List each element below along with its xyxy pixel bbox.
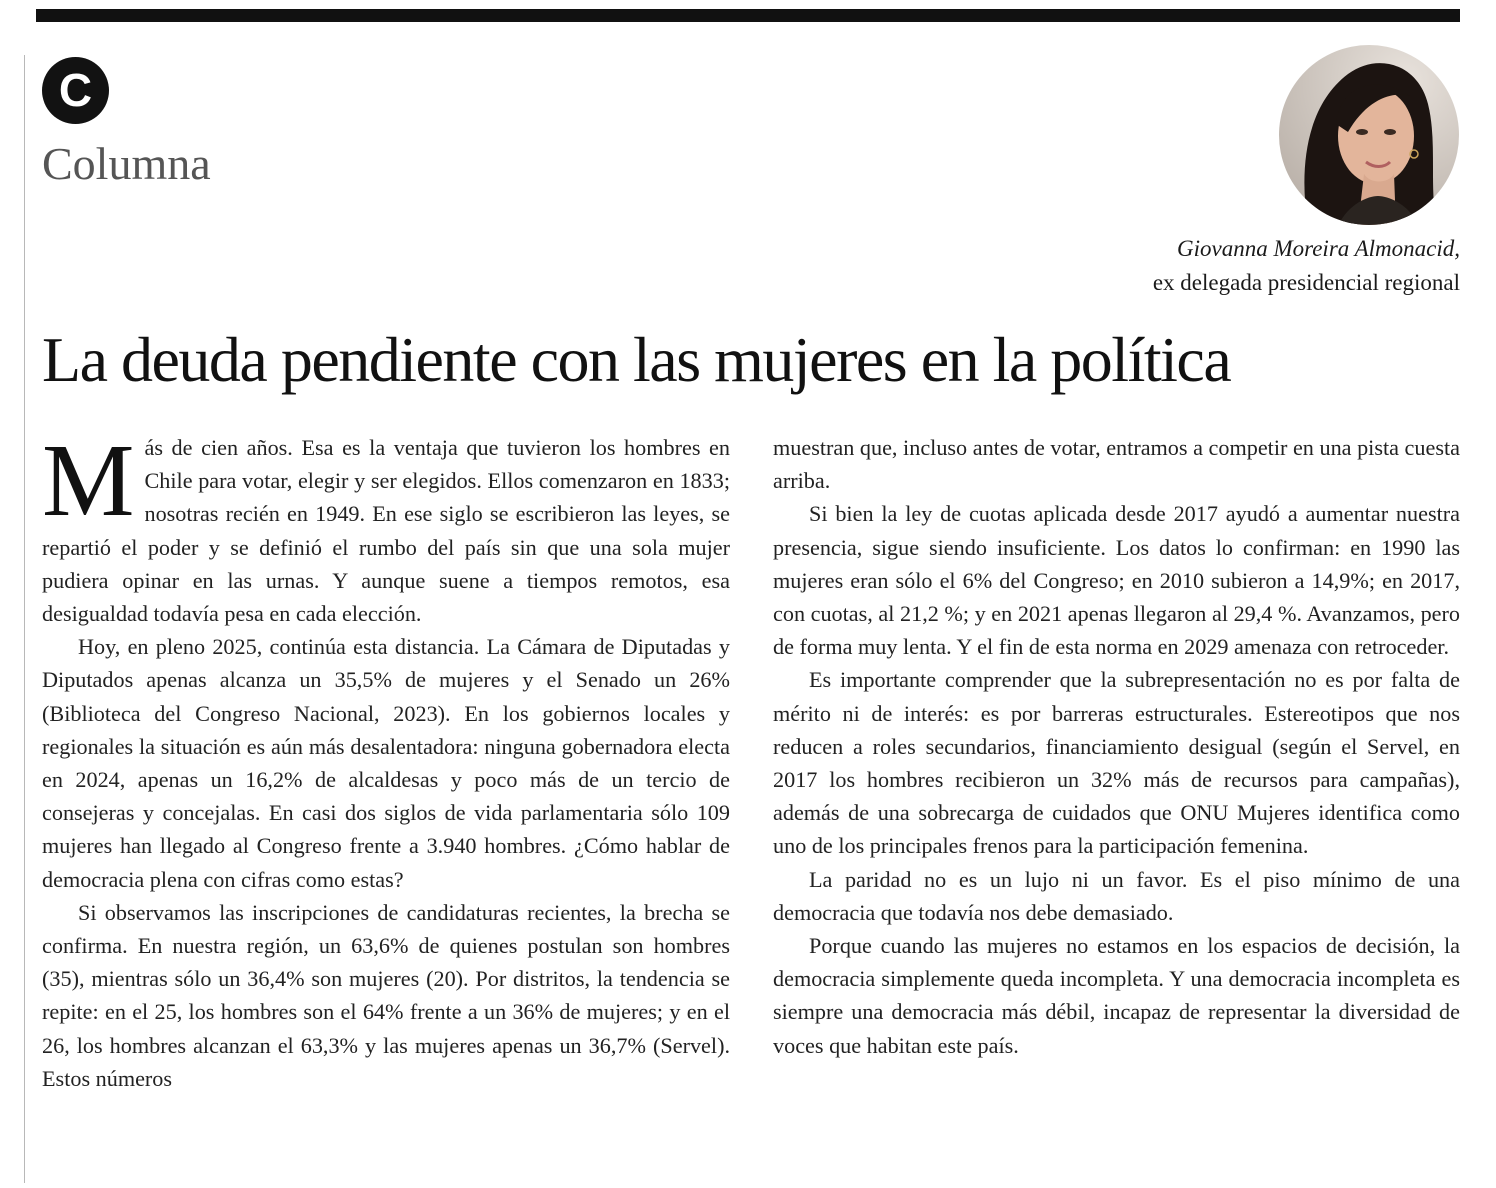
top-rule (36, 9, 1460, 22)
article-paragraph: Hoy, en pleno 2025, continúa esta distancia. La Cámara de Diputadas y Diputados apenas alcanza un 35,5% de mujeres y el Senado un 26% (Biblioteca del Congreso Nacional, 2023). En los gobiernos locales y regionales la situación es aún más desalentadora: ninguna gobernadora electa en 2024, apenas un 16,2% de alcaldesas y poco más de un tercio de consejeras y concejalas. En casi dos siglos de vida parlamentaria sólo 109 mujeres han llegado al Congreso frente a 3.940 hombres. ¿Cómo hablar de democracia plena con cifras como estas? (42, 634, 730, 892)
left-column-rule (24, 55, 25, 1183)
article-paragraph: Porque cuando las mujeres no estamos en los espacios de decisión, la democracia simplemente queda incompleta. Y una democracia incompleta es siempre una democracia más débil, incapaz de representar la diversidad de voces que habitan este país. (773, 933, 1460, 1058)
article-paragraph (42, 423, 730, 630)
article-paragraph: Es importante comprender que la subrepresentación no es por falta de mérito ni de interés: es por barreras estructurales. Estereotipos que nos reducen a roles secundarios, financiamiento desigual (según el Servel, en 2017 los hombres recibieron un 32% más de recursos para campañas), además de una sobrecarga de cuidados que ONU Mujeres identifica como uno de los principales frenos para la participación femenina. (773, 667, 1460, 859)
article-paragraph: Si bien la ley de cuotas aplicada desde 2017 ayudó a aumentar nuestra presencia, sigue siendo insuficiente. Los datos lo confirman: en 1990 las mujeres eran sólo el 6% del Congreso; en 2010 subieron a 14,9%; en 2017, con cuotas, al 21,2 %; y en 2021 apenas llegaron al 29,4 %. Avanzamos, pero de forma muy lenta. Y el fin de esta norma en 2029 amenaza con retroceder. (773, 501, 1460, 660)
article-paragraph: Si observamos las inscripciones de candidaturas recientes, la brecha se confirma. En nuestra región, un 63,6% de quienes postulan son hombres (35), mientras sólo un 36,4% son mujeres (20). Por distritos, la tendencia se repite: en el 25, los hombres son el 64% frente a un 36% de mujeres; y en el 26, los hombres alcanzan el 63,3% y las mujeres apenas un 36,7% (Servel). Estos números (42, 899, 730, 1091)
drop-cap: M (42, 423, 135, 538)
section-badge: C (42, 57, 109, 124)
headline: La deuda pendiente con las mujeres en la política (42, 324, 1231, 395)
section-label: Columna (42, 138, 211, 189)
article-paragraph: muestran que, incluso antes de votar, entramos a competir en una pista cuesta arriba. (773, 435, 1460, 494)
author-role: ex delegada presidencial regional (1152, 270, 1460, 295)
author-byline (1153, 232, 1460, 300)
article-column-right (773, 431, 1460, 1062)
author-photo (1278, 44, 1460, 226)
article-paragraph: La paridad no es un lujo ni un favor. Es el piso mínimo de una democracia que todavía nos debe demasiado. (773, 866, 1460, 925)
paragraph-text: ás de cien años. Esa es la ventaja que tuvieron los hombres en Chile para votar, elegir y ser elegidos. Ellos comenzaron en 1833; nosotras recién en 1949. En ese siglo se escribieron las leyes, se repartió el poder y se definió el rumbo del país sin que una sola mujer pudiera opinar en las urnas. Y aunque suene a tiempos remotos, esa desigualdad todavía pesa en cada elección. (42, 435, 730, 627)
article-column-left (42, 423, 730, 1095)
author-name: Giovanna Moreira Almonacid, (1177, 236, 1460, 261)
